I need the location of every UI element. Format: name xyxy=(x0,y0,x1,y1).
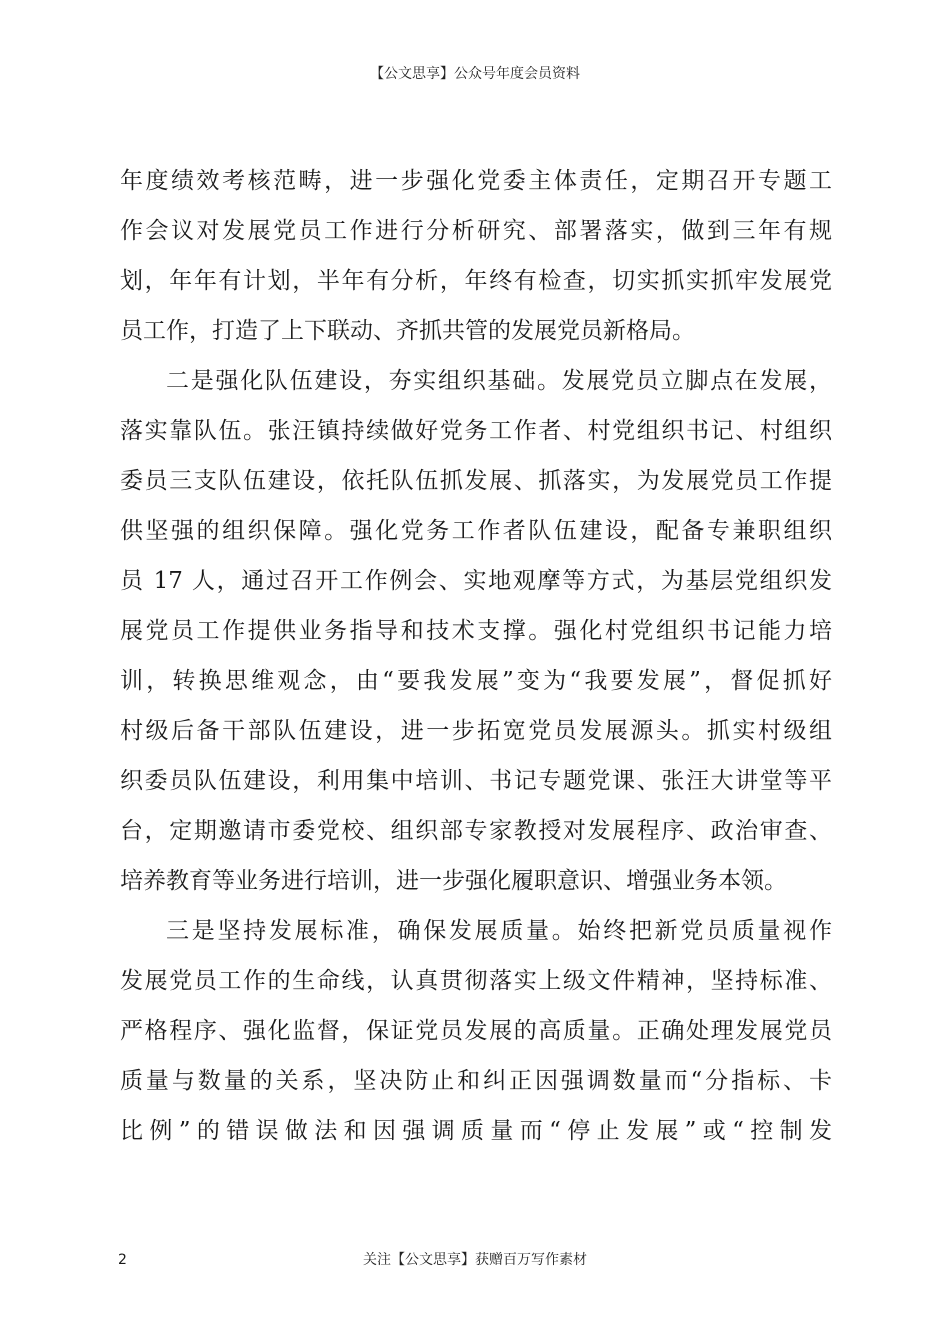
text-line: 划，年年有计划，半年有分析，年终有检查，切实抓实抓牢发展党 xyxy=(120,268,832,294)
text-line: 比例”的错误做法和因强调质量而“停止发展”或“控制发 xyxy=(120,1118,832,1144)
text-line: 质量与数量的关系，坚决防止和纠正因强调数量而“分指标、卡 xyxy=(120,1068,832,1094)
text-line: 委员三支队伍建设，依托队伍抓发展、抓落实，为发展党员工作提 xyxy=(120,468,832,494)
text-line: 年度绩效考核范畴，进一步强化党委主体责任，定期召开专题工 xyxy=(120,168,832,194)
text-line: 作会议对发展党员工作进行分析研究、部署落实，做到三年有规 xyxy=(120,218,832,244)
text-line: 展党员工作提供业务指导和技术支撑。强化村党组织书记能力培 xyxy=(120,618,832,644)
text-line: 严格程序、强化监督，保证党员发展的高质量。正确处理发展党员 xyxy=(120,1018,832,1044)
text-line: 织委员队伍建设，利用集中培训、书记专题党课、张汪大讲堂等平 xyxy=(120,768,832,794)
text-line: 三是坚持发展标准，确保发展质量。始终把新党员质量视作 xyxy=(166,918,832,944)
page-number: 2 xyxy=(118,1252,127,1268)
page-footer: 关注【公文思享】获赠百万写作素材 xyxy=(363,1252,587,1268)
text-line: 村级后备干部队伍建设，进一步拓宽党员发展源头。抓实村级组 xyxy=(120,718,832,744)
text-line: 供坚强的组织保障。强化党务工作者队伍建设，配备专兼职组织 xyxy=(120,518,832,544)
text-line: 员 17 人，通过召开工作例会、实地观摩等方式，为基层党组织发 xyxy=(120,568,832,594)
text-line: 发展党员工作的生命线，认真贯彻落实上级文件精神，坚持标准、 xyxy=(120,968,832,994)
text-line: 员工作，打造了上下联动、齐抓共管的发展党员新格局。 xyxy=(120,318,695,344)
text-line: 落实靠队伍。张汪镇持续做好党务工作者、村党组织书记、村组织 xyxy=(120,418,832,444)
page-header: 【公文思享】公众号年度会员资料 xyxy=(370,66,580,82)
body-text xyxy=(120,164,832,1164)
text-line: 台，定期邀请市委党校、组织部专家教授对发展程序、政治审查、 xyxy=(120,818,832,844)
text-line: 培养教育等业务进行培训，进一步强化履职意识、增强业务本领。 xyxy=(120,868,787,894)
text-line: 训，转换思维观念，由“要我发展”变为“我要发展”，督促抓好 xyxy=(120,668,832,694)
text-line: 二是强化队伍建设，夯实组织基础。发展党员立脚点在发展， xyxy=(166,368,832,394)
